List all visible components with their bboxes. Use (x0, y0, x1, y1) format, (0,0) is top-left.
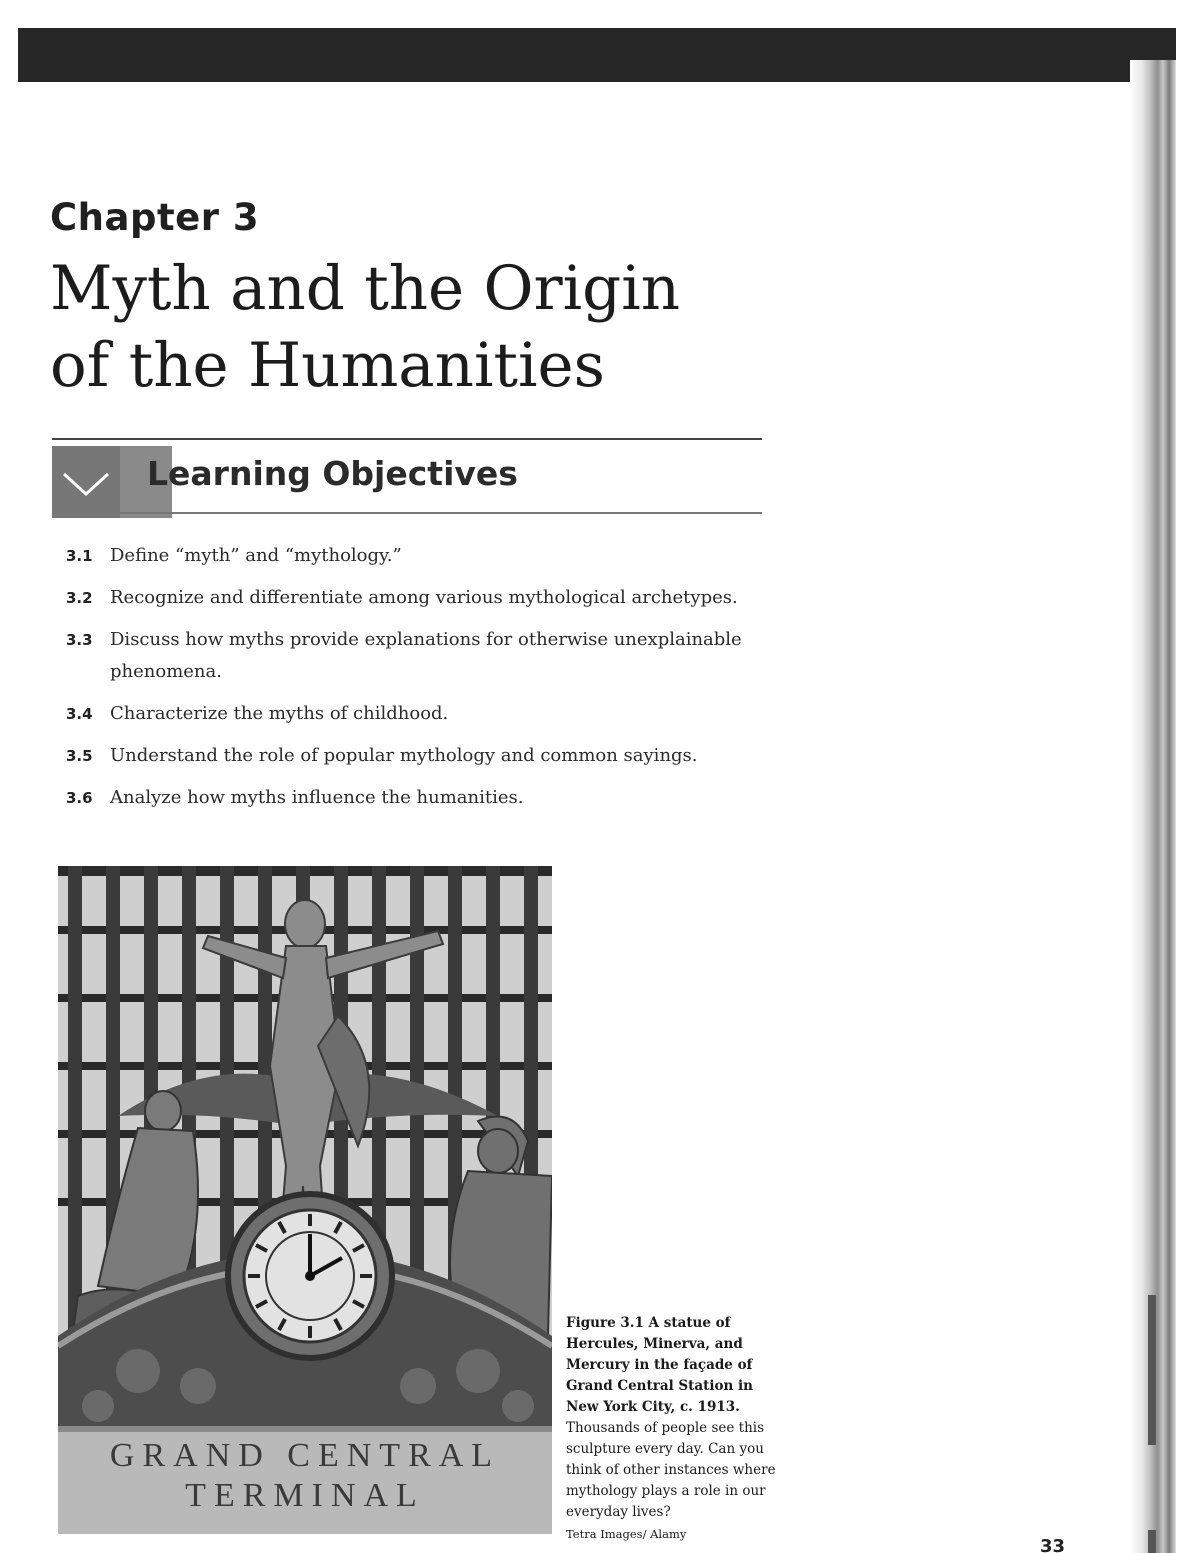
objective-text: Characterize the myths of childhood. (110, 703, 449, 724)
header-rule-bottom (52, 512, 762, 514)
figure-caption (566, 1313, 781, 1543)
objective-text: Recognize and differentiate among various mythological archetypes. (110, 587, 738, 608)
objective-text: Analyze how myths influence the humanities. (110, 787, 524, 808)
header-tab (52, 446, 120, 518)
page-edge-mark-lower (1148, 1530, 1156, 1553)
chapter-label: Chapter 3 (50, 196, 260, 239)
objective-item (66, 740, 786, 772)
caption-bold: Figure 3.1 A statue of Hercules, Minerva, and Mercury in the façade of Grand Central Station in New York City, c. 1913. (566, 1315, 753, 1415)
objective-item (66, 582, 786, 614)
chevron-down-icon (62, 472, 110, 498)
photo-credit: Tetra Images/ Alamy (566, 1527, 687, 1541)
page-number: 33 (1040, 1536, 1066, 1553)
objective-item (66, 782, 786, 814)
objectives-list (66, 540, 786, 824)
objective-number: 3.4 (66, 705, 93, 723)
page-edge-mark (1148, 1295, 1156, 1445)
chapter-title-line1: Myth and the Origin (50, 253, 681, 324)
caption-text: Thousands of people see this sculpture every day. Can you think of other instances where mythology plays a role in our everyday lives? (566, 1420, 776, 1520)
objective-item (66, 540, 786, 572)
learning-objectives-heading: Learning Objectives (147, 454, 518, 493)
learning-objectives-header (52, 438, 762, 518)
objective-item (66, 624, 786, 688)
objective-text: Discuss how myths provide explanations for otherwise unexplainable phenomena. (110, 629, 742, 682)
chapter-title-line2: of the Humanities (50, 330, 605, 401)
objective-number: 3.1 (66, 547, 93, 565)
objective-number: 3.2 (66, 589, 93, 607)
header-rule-top (52, 438, 762, 440)
chapter-title (50, 250, 810, 404)
inscription-line2: TERMINAL (185, 1477, 425, 1514)
inscription (58, 1436, 552, 1516)
sculpture-illustration (58, 866, 552, 1534)
inscription-line1: GRAND CENTRAL (109, 1437, 501, 1474)
objective-number: 3.6 (66, 789, 93, 807)
objective-item (66, 698, 786, 730)
objective-text: Define “myth” and “mythology.” (110, 545, 402, 566)
figure-photo-grand-central-sculpture (58, 866, 552, 1534)
objective-number: 3.5 (66, 747, 93, 765)
objective-text: Understand the role of popular mythology and common sayings. (110, 745, 698, 766)
clock-icon (228, 1194, 392, 1358)
objective-number: 3.3 (66, 631, 93, 649)
